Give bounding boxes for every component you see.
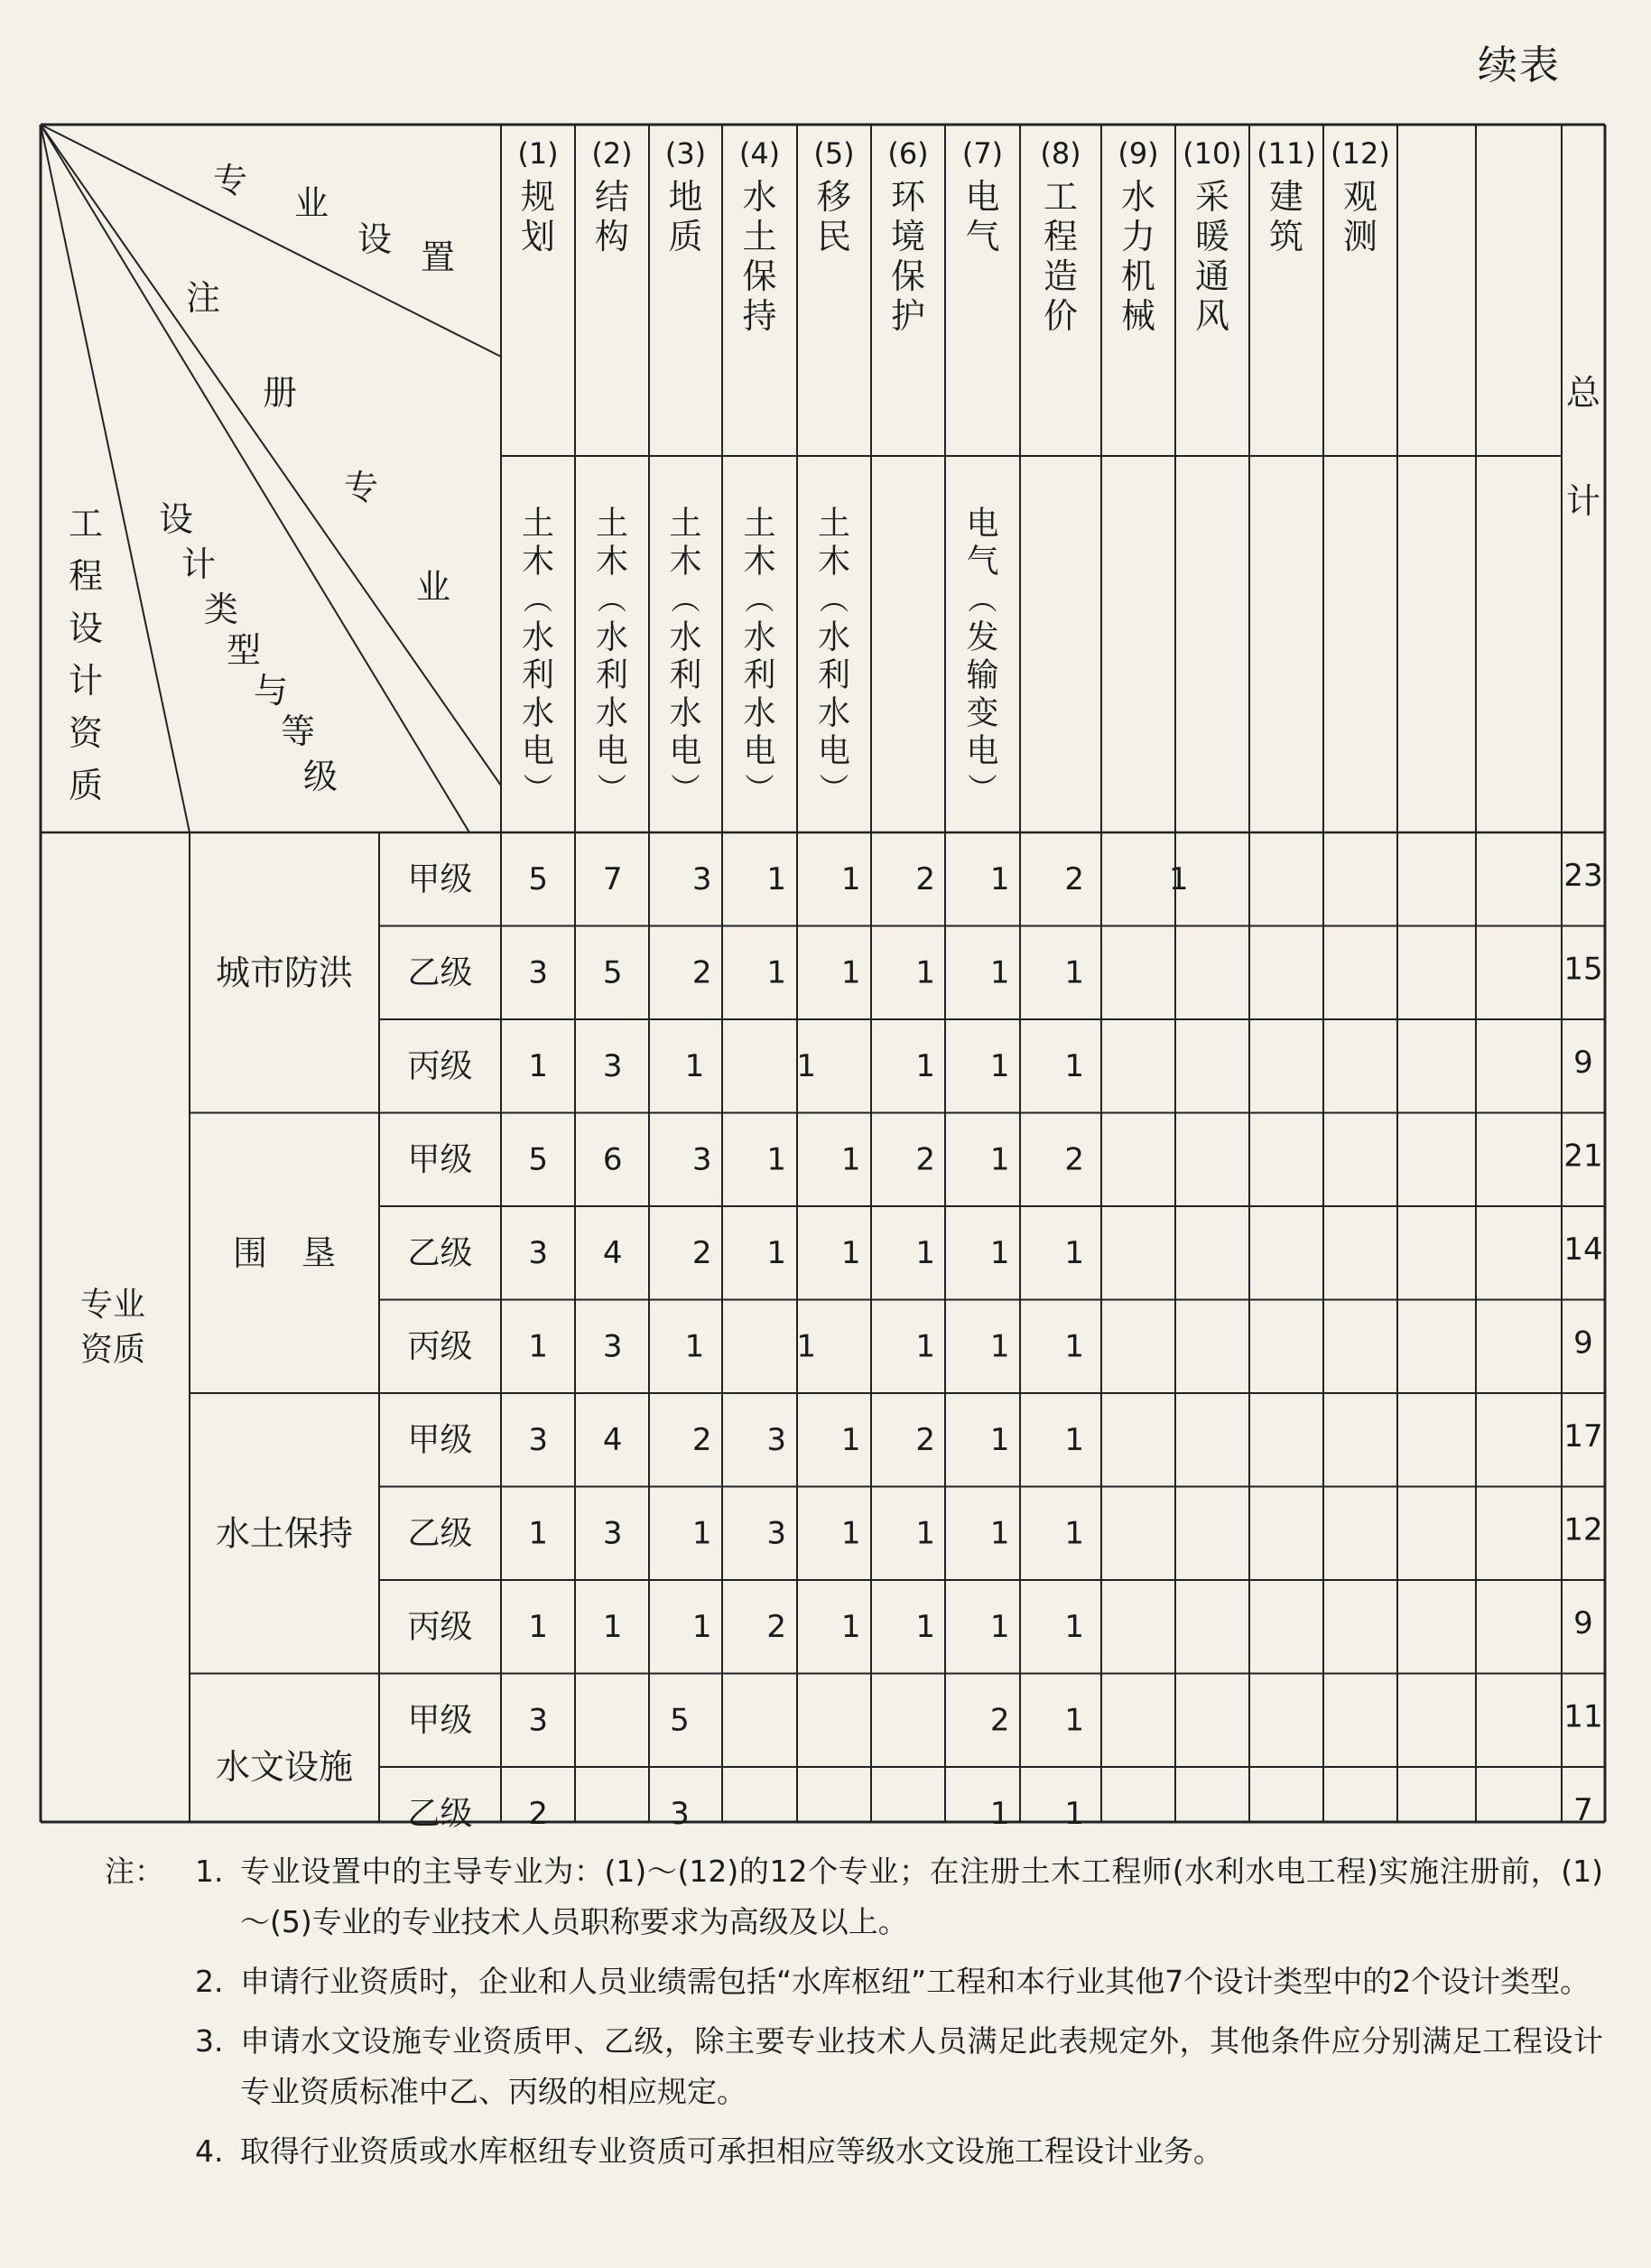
corner-label-type: 设: [158, 499, 194, 539]
cell-value: 2: [915, 1421, 936, 1458]
cell-value: 1: [989, 1608, 1010, 1645]
cell-value: 1: [1064, 1795, 1085, 1832]
grade-label: 乙级: [407, 1234, 473, 1272]
registration-type: 水: [595, 694, 629, 732]
corner-label-registered: 册: [262, 373, 298, 413]
registration-type: 电: [966, 732, 999, 770]
registration-type: 木: [669, 543, 702, 581]
discipline-name: 保: [890, 256, 926, 296]
note-text: 申请行业资质时，企业和人员业绩需包括“水库枢纽”工程和本行业其他7个设计类型中的2个设计类型。: [240, 1964, 1591, 1999]
cell-value: 1: [915, 1328, 936, 1365]
cell-value: 2: [1064, 860, 1085, 897]
corner-label-registered: 业: [415, 567, 451, 607]
discipline-name: 土: [742, 217, 777, 256]
cell-value: 2: [691, 954, 712, 991]
note-number: 3.: [195, 2023, 224, 2059]
grade-label: 丙级: [407, 1047, 473, 1085]
corner-label-type: 型: [226, 630, 262, 670]
cell-value: 3: [691, 860, 712, 897]
cell-value: 3: [602, 1515, 623, 1552]
note-number: 1.: [195, 1854, 224, 1889]
cell-value: 1: [1064, 954, 1085, 991]
row-total: 15: [1563, 951, 1603, 988]
cell-value: 3: [528, 1234, 549, 1271]
corner-label-registered: 专: [343, 468, 379, 507]
corner-label-type: 类: [203, 590, 239, 629]
cell-value: 5: [670, 1702, 690, 1739]
corner-label-qualification: 设: [68, 609, 104, 648]
cell-value: 5: [528, 860, 549, 897]
cell-value: 1: [989, 1328, 1010, 1365]
corner-label-type: 计: [181, 544, 217, 584]
cell-value: 1: [1064, 1515, 1085, 1552]
grade-label: 乙级: [407, 1795, 473, 1833]
cell-value: 1: [691, 1608, 712, 1645]
cell-value: 1: [989, 1795, 1010, 1832]
discipline-name: 械: [1120, 296, 1156, 336]
registration-type: ︵: [523, 582, 553, 617]
corner-label-setting: 设: [357, 219, 393, 259]
corner-label-type: 等: [280, 711, 316, 751]
note-2: [105, 1957, 1603, 2007]
registration-type: ︶: [597, 772, 627, 806]
row-total: 7: [1573, 1791, 1593, 1828]
cell-value: 1: [989, 1047, 1010, 1084]
registration-type: 利: [669, 656, 702, 694]
discipline-name: 通: [1194, 256, 1230, 296]
cell-value: 4: [602, 1234, 623, 1271]
note-prefix: 注：: [105, 1854, 164, 1889]
cell-value: 1: [796, 1328, 817, 1365]
corner-label-registered: 注: [185, 278, 221, 318]
registration-type: 水: [817, 694, 851, 732]
cell-value: 1: [840, 1421, 861, 1458]
note-4: [105, 2126, 1603, 2177]
note-number: 4.: [195, 2133, 224, 2169]
cell-value: 3: [766, 1421, 787, 1458]
note-text: 专业设置中的主导专业为：(1)～(12)的12个专业；在注册土木工程师(水利水电工程)实施注册前，(1)～(5)专业的专业技术人员职称要求为高级及以上。: [240, 1854, 1603, 1939]
registration-type: 木: [743, 543, 776, 581]
cell-value: 1: [840, 954, 861, 991]
cell-value: 2: [691, 1421, 712, 1458]
registration-type: 发: [966, 618, 999, 656]
registration-type: ︶: [523, 772, 553, 806]
discipline-name: 环: [890, 177, 926, 217]
grade-label: 丙级: [407, 1608, 473, 1646]
grade-label: 丙级: [407, 1327, 473, 1365]
discipline-name: 电: [965, 177, 1000, 217]
registration-type: ︵: [745, 582, 774, 617]
group-name: 水土保持: [215, 1513, 354, 1554]
discipline-name: 保: [742, 256, 777, 296]
continued-label: 续表: [1478, 42, 1561, 88]
discipline-name: 持: [742, 296, 777, 336]
row-total: 17: [1563, 1418, 1603, 1455]
discipline-number: (1): [517, 136, 559, 171]
cell-value: 1: [840, 1141, 861, 1178]
cell-value: 2: [915, 1141, 936, 1178]
discipline-number: (7): [961, 136, 1004, 171]
grade-label: 乙级: [407, 1514, 473, 1552]
discipline-name: 质: [668, 217, 703, 256]
grade-label: 甲级: [407, 1421, 473, 1459]
discipline-name: 力: [1120, 217, 1156, 256]
cell-value: 3: [691, 1141, 712, 1178]
cell-value: 4: [602, 1421, 623, 1458]
registration-type: 水: [669, 618, 702, 656]
registration-type: ︶: [819, 772, 849, 806]
discipline-name: 护: [890, 296, 926, 336]
cell-value: 1: [528, 1047, 549, 1084]
registration-type: ︵: [819, 582, 849, 617]
registration-type: 土: [669, 505, 702, 543]
total-header: 总: [1565, 373, 1601, 413]
discipline-number: (2): [591, 136, 633, 171]
registration-type: 土: [817, 505, 851, 543]
corner-label-type: 级: [302, 757, 339, 796]
corner-label-setting: 业: [293, 183, 329, 223]
note-3: [105, 2016, 1603, 2117]
cell-value: 1: [989, 1234, 1010, 1271]
registration-type: 电: [817, 732, 851, 770]
qualification-group-label: 专业: [79, 1286, 146, 1324]
discipline-name: 水: [1120, 177, 1156, 217]
cell-value: 6: [602, 1141, 623, 1178]
discipline-number: (10): [1183, 136, 1242, 171]
discipline-name: 机: [1120, 256, 1156, 296]
registration-type: ︶: [745, 772, 774, 806]
total-header: 计: [1565, 481, 1601, 521]
cell-value: 1: [528, 1328, 549, 1365]
cell-value: 1: [796, 1047, 817, 1084]
registration-type: 土: [521, 505, 555, 543]
row-total: 11: [1563, 1698, 1603, 1735]
cell-value: 1: [915, 1515, 936, 1552]
group-name: 城市防洪: [215, 953, 354, 993]
discipline-name: 采: [1194, 177, 1230, 217]
cell-value: 1: [989, 1515, 1010, 1552]
grade-label: 甲级: [407, 1140, 473, 1178]
cell-value: 2: [915, 860, 936, 897]
row-total: 12: [1563, 1511, 1603, 1548]
group-name: 水文设施: [215, 1747, 354, 1787]
corner-label-qualification: 计: [68, 661, 104, 701]
cell-value: 5: [602, 954, 623, 991]
cell-value: 1: [602, 1608, 623, 1645]
registration-type: 利: [743, 656, 776, 694]
discipline-name: 建: [1268, 177, 1304, 217]
corner-label-setting: 置: [420, 237, 456, 277]
discipline-name: 筑: [1268, 217, 1304, 256]
cell-value: 2: [1064, 1141, 1085, 1178]
note-number: 2.: [195, 1964, 224, 1999]
row-total: 21: [1563, 1138, 1603, 1175]
registration-type: 土: [595, 505, 629, 543]
grade-label: 甲级: [407, 860, 473, 898]
row-total: 9: [1573, 1325, 1593, 1362]
registration-type: 水: [817, 618, 851, 656]
cell-value: 2: [989, 1702, 1010, 1739]
discipline-number: (4): [738, 136, 781, 171]
discipline-name: 暖: [1194, 217, 1230, 256]
discipline-number: (3): [664, 136, 707, 171]
cell-value: 7: [602, 860, 623, 897]
row-total: 23: [1563, 857, 1603, 894]
cell-value: 1: [1064, 1234, 1085, 1271]
corner-diagonal: [41, 125, 469, 832]
group-name: 围 垦: [232, 1232, 337, 1273]
cell-value: 1: [1064, 1047, 1085, 1084]
registration-type: 利: [595, 656, 629, 694]
cell-value: 3: [528, 1702, 549, 1739]
registration-type: 水: [743, 694, 776, 732]
cell-value: 1: [528, 1608, 549, 1645]
cell-value: 1: [989, 1421, 1010, 1458]
corner-label-qualification: 程: [68, 556, 104, 596]
cell-value: 3: [528, 1421, 549, 1458]
row-total: 9: [1573, 1604, 1593, 1641]
discipline-name: 民: [816, 217, 852, 256]
cell-value: 1: [528, 1515, 549, 1552]
cell-value: 3: [766, 1515, 787, 1552]
registration-type: 输: [966, 656, 999, 694]
cell-value: 1: [766, 1234, 787, 1271]
discipline-name: 造: [1043, 256, 1079, 296]
registration-type: 电: [743, 732, 776, 770]
discipline-name: 工: [1043, 177, 1079, 217]
cell-value: 1: [840, 1515, 861, 1552]
discipline-name: 境: [890, 217, 926, 256]
cell-value: 1: [766, 860, 787, 897]
cell-value: 1: [766, 1141, 787, 1178]
registration-type: ︵: [968, 582, 997, 617]
cell-value: 1: [989, 1141, 1010, 1178]
registration-type: 木: [817, 543, 851, 581]
cell-value: 5: [528, 1141, 549, 1178]
discipline-name: 结: [594, 177, 630, 217]
cell-value: 2: [766, 1608, 787, 1645]
discipline-name: 价: [1043, 296, 1079, 336]
registration-type: 电: [595, 732, 629, 770]
cell-value: 1: [915, 1608, 936, 1645]
registration-type: ︶: [968, 772, 997, 806]
cell-value: 1: [1064, 1608, 1085, 1645]
registration-type: 电: [669, 732, 702, 770]
registration-type: 木: [595, 543, 629, 581]
discipline-name: 构: [594, 217, 630, 256]
registration-type: 土: [743, 505, 776, 543]
discipline-name: 规: [520, 177, 556, 217]
row-total: 14: [1563, 1231, 1603, 1268]
cell-value: 2: [691, 1234, 712, 1271]
registration-type: 水: [521, 694, 555, 732]
discipline-name: 气: [965, 217, 1000, 256]
registration-type: 电: [521, 732, 555, 770]
corner-label-qualification: 工: [68, 504, 104, 544]
corner-label-qualification: 资: [68, 713, 104, 753]
registration-type: 木: [521, 543, 555, 581]
registration-type: ︵: [597, 582, 627, 617]
qualification-group-label: 资质: [79, 1331, 146, 1369]
grade-label: 甲级: [407, 1701, 473, 1739]
cell-value: 2: [528, 1795, 549, 1832]
registration-type: 水: [743, 618, 776, 656]
cell-value: 1: [915, 1234, 936, 1271]
discipline-number: (9): [1118, 136, 1159, 171]
cell-value: 1: [684, 1047, 705, 1084]
cell-value: 1: [691, 1515, 712, 1552]
cell-value: 3: [602, 1047, 623, 1084]
discipline-name: 地: [668, 177, 703, 217]
note-text: 申请水文设施专业资质甲、乙级，除主要专业技术人员满足此表规定外，其他条件应分别满足工程设计专业资质标准中乙、丙级的相应规定。: [240, 2023, 1603, 2109]
discipline-number: (11): [1257, 136, 1316, 171]
discipline-number: (6): [887, 136, 929, 171]
row-total: 9: [1573, 1044, 1593, 1081]
corner-label-qualification: 质: [68, 766, 104, 805]
cell-value: 1: [915, 954, 936, 991]
cell-value: 1: [989, 954, 1010, 991]
registration-type: 变: [966, 694, 999, 732]
corner-label-setting: 专: [212, 161, 248, 200]
registration-type: ︶: [671, 772, 700, 806]
registration-type: 水: [595, 618, 629, 656]
discipline-name: 移: [816, 177, 852, 217]
cell-value: 3: [602, 1328, 623, 1365]
discipline-number: (12): [1331, 136, 1390, 171]
cell-value: 1: [1064, 1702, 1085, 1739]
cell-value: 1: [1064, 1328, 1085, 1365]
cell-value: 1: [840, 1234, 861, 1271]
registration-type: 水: [669, 694, 702, 732]
discipline-number: (5): [813, 136, 855, 171]
cell-value: 3: [670, 1795, 690, 1832]
registration-type: ︵: [671, 582, 700, 617]
cell-value: 1: [1168, 860, 1189, 897]
discipline-name: 观: [1342, 177, 1378, 217]
discipline-name: 划: [520, 217, 556, 256]
cell-value: 1: [989, 860, 1010, 897]
cell-value: 1: [684, 1328, 705, 1365]
registration-type: 利: [817, 656, 851, 694]
notes: [105, 1846, 1603, 2186]
discipline-name: 程: [1043, 217, 1079, 256]
corner-label-type: 与: [253, 671, 289, 711]
discipline-name: 风: [1194, 296, 1230, 336]
note-1: [105, 1846, 1603, 1947]
cell-value: 1: [1064, 1421, 1085, 1458]
registration-type: 利: [521, 656, 555, 694]
registration-type: 气: [966, 543, 999, 581]
cell-value: 1: [840, 860, 861, 897]
discipline-name: 水: [742, 177, 777, 217]
registration-type: 电: [966, 505, 999, 543]
discipline-name: 测: [1342, 217, 1378, 256]
registration-type: 水: [521, 618, 555, 656]
cell-value: 1: [766, 954, 787, 991]
grade-label: 乙级: [407, 953, 473, 991]
discipline-number: (8): [1040, 136, 1081, 171]
cell-value: 1: [915, 1047, 936, 1084]
cell-value: 1: [840, 1608, 861, 1645]
cell-value: 3: [528, 954, 549, 991]
note-text: 取得行业资质或水库枢纽专业资质可承担相应等级水文设施工程设计业务。: [240, 2133, 1223, 2169]
